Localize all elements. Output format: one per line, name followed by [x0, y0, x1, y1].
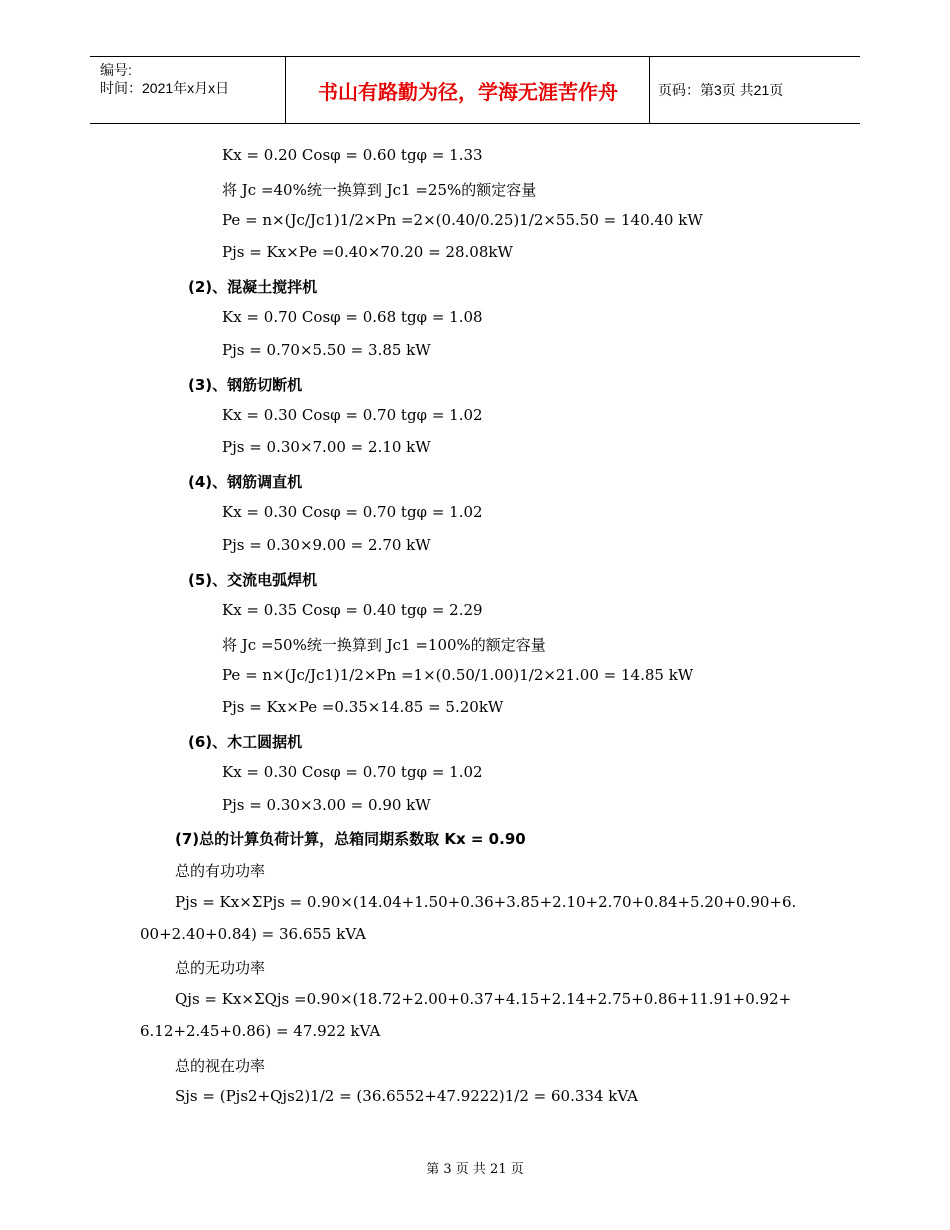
- doc-number-label: 编号:: [100, 62, 132, 78]
- header-meta: [100, 61, 280, 97]
- text-line: Kx = 0.30 Cosφ = 0.70 tgφ = 1.02: [222, 503, 483, 521]
- text-line: 总的无功功率: [175, 959, 266, 977]
- text-line: Pjs = 0.30×9.00 = 2.70 kW: [222, 536, 431, 554]
- text-line: Pjs = 0.30×3.00 = 0.90 kW: [222, 796, 431, 814]
- text-line: Kx = 0.20 Cosφ = 0.60 tgφ = 1.33: [222, 146, 483, 164]
- formula-line: 00+2.40+0.84) = 36.655 kVA: [140, 925, 366, 943]
- formula-line: 6.12+2.45+0.86) = 47.922 kVA: [140, 1022, 381, 1040]
- header-divider: [285, 57, 286, 123]
- text-line: 将 Jc =40%统一换算到 Jc1 =25%的额定容量: [222, 181, 537, 199]
- text-line: Pjs = Kx×Pe =0.40×70.20 = 28.08kW: [222, 243, 513, 261]
- text-line: Kx = 0.70 Cosφ = 0.68 tgφ = 1.08: [222, 308, 483, 326]
- text-line: Pe = n×(Jc/Jc1)1/2×Pn =1×(0.50/1.00)1/2×21.00 = 14.85 kW: [222, 666, 694, 684]
- section-heading: (5)、交流电弧焊机: [188, 571, 318, 589]
- text-line: Pjs = Kx×Pe =0.35×14.85 = 5.20kW: [222, 698, 504, 716]
- text-line: Kx = 0.30 Cosφ = 0.70 tgφ = 1.02: [222, 763, 483, 781]
- formula-line: Pjs = Kx×ΣPjs = 0.90×(14.04+1.50+0.36+3.85+2.10+2.70+0.84+5.20+0.90+6.: [175, 893, 797, 911]
- section-heading: (7)总的计算负荷计算，总箱同期系数取 Kx = 0.90: [175, 830, 526, 848]
- text-line: 总的有功功率: [175, 862, 266, 880]
- section-heading: (4)、钢筋调直机: [188, 473, 303, 491]
- text-line: Pjs = 0.70×5.50 = 3.85 kW: [222, 341, 431, 359]
- text-line: Pjs = 0.30×7.00 = 2.10 kW: [222, 438, 431, 456]
- text-line: 总的视在功率: [175, 1057, 266, 1075]
- header-divider: [649, 57, 650, 123]
- text-line: 将 Jc =50%统一换算到 Jc1 =100%的额定容量: [222, 636, 546, 654]
- doc-time-label: 时间：2021年x月x日: [100, 80, 230, 96]
- page-footer: 第 3 页 共 21 页: [426, 1162, 524, 1177]
- formula-line: Qjs = Kx×ΣQjs =0.90×(18.72+2.00+0.37+4.15+2.14+2.75+0.86+11.91+0.92+: [175, 990, 792, 1008]
- header-page-info: 页码：第3页 共21页: [658, 82, 784, 98]
- header-motto: 书山有路勤为径，学海无涯苦作舟: [318, 79, 618, 104]
- section-heading: (3)、钢筋切断机: [188, 376, 303, 394]
- text-line: Kx = 0.35 Cosφ = 0.40 tgφ = 2.29: [222, 601, 483, 619]
- text-line: Kx = 0.30 Cosφ = 0.70 tgφ = 1.02: [222, 406, 483, 424]
- formula-line: Sjs = (Pjs2+Qjs2)1/2 = (36.6552+47.9222)1/2 = 60.334 kVA: [175, 1087, 638, 1105]
- text-line: Pe = n×(Jc/Jc1)1/2×Pn =2×(0.40/0.25)1/2×55.50 = 140.40 kW: [222, 211, 703, 229]
- page-header: [90, 56, 860, 124]
- section-heading: (6)、木工圆据机: [188, 733, 303, 751]
- section-heading: (2)、混凝土搅拌机: [188, 278, 318, 296]
